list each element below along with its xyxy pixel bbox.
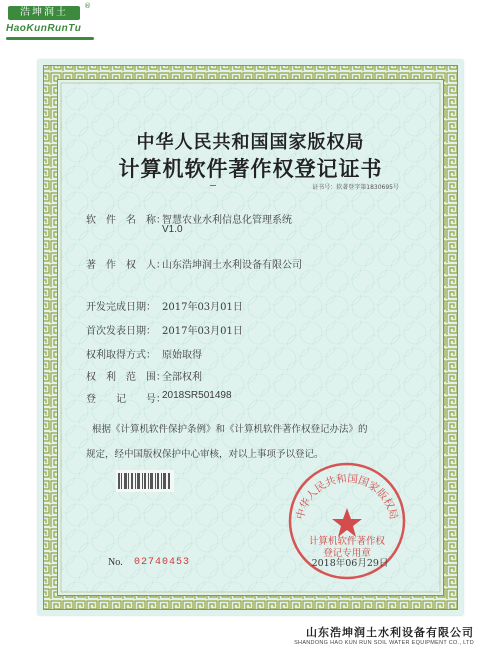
serial-number: 02740453: [134, 557, 191, 568]
seal-text-line-2: 登记专用章: [323, 548, 371, 559]
footer-company-cn: 山东浩坤润土水利设备有限公司: [306, 626, 474, 639]
statement-line-2: 规定，经中国版权保护中心审核，对以上事项予以登记。: [86, 449, 324, 460]
brand-name-cn: 浩坤润土: [8, 6, 80, 20]
field-value-software-name: 智慧农业水利信息化管理系统: [162, 215, 292, 226]
field-value-registration-no: 2018SR501498: [162, 390, 232, 401]
field-value-publish-date: 2017年03月01日: [162, 326, 243, 337]
field-label-acquisition: 权利取得方式：: [86, 350, 156, 361]
field-value-version: V1.0: [162, 224, 183, 235]
certificate: [38, 60, 463, 615]
field-label-completion-date: 开发完成日期：: [86, 302, 156, 313]
field-label-registration-no: 登 记 号：: [86, 394, 166, 405]
footer-company-en: SHANDONG HAO KUN RUN SOIL WATER EQUIPMENT CO., LTD: [294, 640, 474, 646]
logo-swoosh: [6, 37, 94, 40]
field-value-copyright-owner: 山东浩坤润土水利设备有限公司: [162, 260, 302, 271]
field-label-copyright-owner: 著 作 权 人：: [86, 260, 166, 271]
field-label-publish-date: 首次发表日期：: [86, 326, 156, 337]
certificate-number: 证书号：软著登字第1830695号: [312, 184, 399, 191]
certificate-title: 计算机软件著作权登记证书: [118, 157, 383, 181]
seal-ring-text: 中华人民共和国国家版权局: [294, 472, 400, 521]
issuer-title: 中华人民共和国国家版权局: [136, 132, 365, 153]
field-value-completion-date: 2017年03月01日: [162, 302, 243, 313]
serial-label: No.: [108, 557, 123, 568]
statement-line-1: 根据《计算机软件保护条例》和《计算机软件著作权登记办法》的: [92, 424, 368, 435]
field-value-acquisition: 原始取得: [162, 350, 202, 361]
field-label-software-name: 软 件 名 称：: [86, 215, 166, 226]
brand-logo: [4, 2, 96, 44]
divider: [210, 185, 216, 186]
brand-name-en: HaoKunRunTu: [6, 23, 82, 34]
field-value-rights-scope: 全部权利: [162, 372, 202, 383]
issue-date: 2018年06月29日: [311, 558, 389, 569]
barcode: [116, 470, 174, 492]
seal-text-line-1: 计算机软件著作权: [308, 536, 385, 547]
field-label-rights-scope: 权 利 范 围：: [86, 372, 166, 383]
registered-mark: ®: [84, 2, 91, 10]
